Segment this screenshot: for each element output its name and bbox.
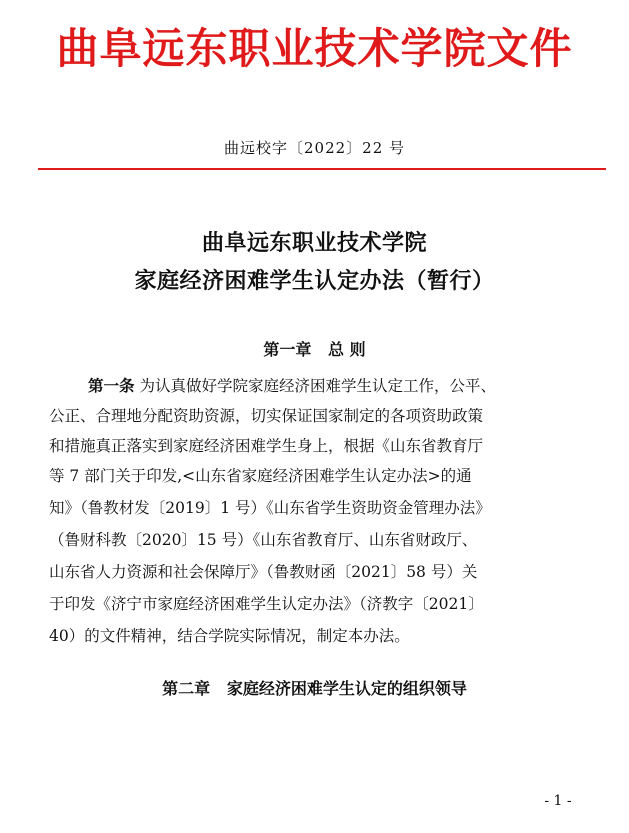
body-text-line: 等 7 部门关于印发,<山东省家庭经济困难学生认定办法>的通	[49, 467, 472, 485]
body-text-line: 知》（鲁教材发〔2019〕1 号）《山东省学生资助资金管理办法》	[49, 499, 491, 517]
body-text-line: （鲁财科教〔2020〕15 号）《山东省教育厅、山东省财政厅、	[49, 531, 478, 549]
red-divider-line	[38, 168, 606, 170]
body-text-line: 和措施真正落实到家庭经济困难学生身上，根据《山东省教育厅	[49, 437, 484, 455]
document-title-line-1: 曲阜远东职业技术学院	[201, 230, 427, 256]
body-text-line: 40）的文件精神，结合学院实际情况，制定本办法。	[49, 627, 410, 645]
body-text-line: 公正、合理地分配资助资源，切实保证国家制定的各项资助政策	[49, 407, 484, 425]
body-text-line: 于印发《济宁市家庭经济困难学生认定办法》（济教字〔2021〕	[49, 595, 484, 613]
body-text-line: 山东省人力资源和社会保障厅》（鲁教财函〔2021〕58 号）关	[49, 563, 478, 581]
document-number: 曲远校字〔2022〕22 号	[223, 139, 406, 157]
page-number: - 1 -	[544, 793, 572, 809]
chapter-2-heading: 第二章 家庭经济困难学生认定的组织领导	[162, 679, 467, 698]
document-header-title: 曲阜远东职业技术学院文件	[56, 24, 573, 73]
body-text-line: 为认真做好学院家庭经济困难学生认定工作，公平、	[134, 377, 496, 395]
chapter-1-heading: 第一章 总 则	[263, 340, 366, 359]
article-1-first-line	[88, 371, 583, 401]
document-title-line-2: 家庭经济困难学生认定办法（暂行）	[134, 268, 495, 294]
article-1-label: 第一条	[88, 377, 135, 395]
